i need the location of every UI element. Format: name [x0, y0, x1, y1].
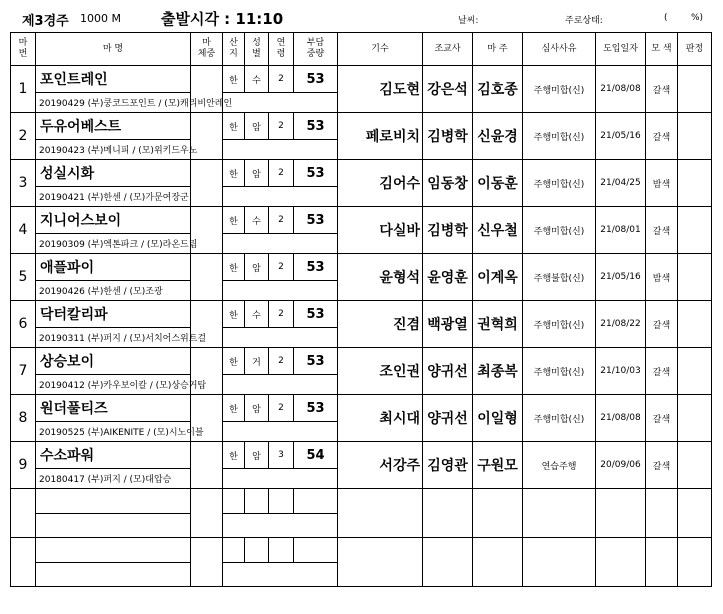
- empty-row: [11, 489, 712, 514]
- burden-weight: 53: [294, 254, 338, 281]
- weather-label: 날씨:: [458, 16, 479, 26]
- entry-row: [11, 113, 712, 140]
- col-burden: 부담 중량: [294, 33, 338, 66]
- horse-weight-cell: [191, 442, 223, 489]
- col-age: 연 령: [269, 33, 294, 66]
- origin: 한: [223, 113, 245, 140]
- pedigree-spacer: [223, 328, 338, 348]
- jockey: 서강주: [338, 442, 423, 489]
- horse-name: 원더풀티즈: [36, 395, 191, 422]
- empty-cell: [523, 538, 596, 587]
- jockey: 페로비치: [338, 113, 423, 160]
- age: 2: [269, 348, 294, 375]
- review-reason: 주행불합(신): [523, 254, 596, 301]
- verdict-cell: [678, 207, 712, 254]
- empty-cell: [36, 538, 191, 563]
- intro-date: 21/04/25: [596, 160, 646, 207]
- jockey: 조인권: [338, 348, 423, 395]
- pedigree-line: 20180417 (부)퍼지 / (모)대압승: [36, 469, 191, 489]
- column-header-row: [11, 33, 712, 66]
- horse-weight-cell: [191, 254, 223, 301]
- horse-number: 1: [11, 66, 36, 113]
- pedigree-spacer: [223, 469, 338, 489]
- col-verdict: 판정: [678, 33, 712, 66]
- empty-cell: [646, 538, 678, 587]
- coat-color: 갈색: [646, 301, 678, 348]
- review-reason: 주행미합(신): [523, 301, 596, 348]
- pedigree-line: 20190525 (부)AIKENITE / (모)시노이블: [36, 422, 191, 442]
- sex: 암: [245, 113, 269, 140]
- empty-cell: [473, 489, 523, 538]
- age: 2: [269, 207, 294, 234]
- moisture-percent: %): [691, 13, 704, 23]
- intro-date: 20/09/06: [596, 442, 646, 489]
- sex: 암: [245, 395, 269, 422]
- empty-cell: [269, 538, 294, 563]
- jockey: 진겸: [338, 301, 423, 348]
- horse-number: 7: [11, 348, 36, 395]
- entry-row: [11, 254, 712, 281]
- pedigree-spacer: [223, 234, 338, 254]
- horse-name: 포인트레인: [36, 66, 191, 93]
- origin: 한: [223, 442, 245, 469]
- horse-number: 9: [11, 442, 36, 489]
- origin: 한: [223, 160, 245, 187]
- age: 2: [269, 160, 294, 187]
- col-jockey: 기수: [338, 33, 423, 66]
- coat-color: 갈색: [646, 348, 678, 395]
- trainer: 윤영훈: [423, 254, 473, 301]
- trainer: 양귀선: [423, 395, 473, 442]
- intro-date: 21/08/22: [596, 301, 646, 348]
- burden-weight: 53: [294, 348, 338, 375]
- empty-cell: [36, 514, 191, 538]
- horse-number: 4: [11, 207, 36, 254]
- race-distance: 1000 M: [80, 12, 121, 25]
- race-header: [0, 0, 723, 32]
- empty-cell: [36, 489, 191, 514]
- pedigree-spacer: [223, 187, 338, 207]
- burden-weight: 53: [294, 395, 338, 422]
- entry-row: [11, 395, 712, 422]
- origin: 한: [223, 207, 245, 234]
- intro-date: 21/08/01: [596, 207, 646, 254]
- trainer: 임동창: [423, 160, 473, 207]
- review-reason: 주행미합(신): [523, 160, 596, 207]
- review-reason: 주행미합(신): [523, 66, 596, 113]
- jockey: 김어수: [338, 160, 423, 207]
- empty-cell: [245, 538, 269, 563]
- entry-row: [11, 207, 712, 234]
- sex: 수: [245, 301, 269, 328]
- burden-weight: 53: [294, 301, 338, 328]
- pedigree-line: 20190311 (부)퍼지 / (모)서치어스위트걸: [36, 328, 191, 348]
- sex: 암: [245, 442, 269, 469]
- empty-cell: [223, 514, 338, 538]
- entry-row: [11, 160, 712, 187]
- pedigree-spacer: [223, 422, 338, 442]
- age: 2: [269, 395, 294, 422]
- review-reason: 주행미합(신): [523, 113, 596, 160]
- col-date: 도입일자: [596, 33, 646, 66]
- entry-row: [11, 348, 712, 375]
- verdict-cell: [678, 66, 712, 113]
- coat-color: 갈색: [646, 442, 678, 489]
- verdict-cell: [678, 395, 712, 442]
- empty-cell: [596, 489, 646, 538]
- entry-table: [10, 32, 712, 587]
- sex: 수: [245, 66, 269, 93]
- horse-name: 지니어스보이: [36, 207, 191, 234]
- empty-cell: [646, 489, 678, 538]
- trainer: 백광열: [423, 301, 473, 348]
- horse-name: 수소파워: [36, 442, 191, 469]
- pedigree-spacer: [223, 281, 338, 301]
- coat-color: 밤색: [646, 254, 678, 301]
- intro-date: 21/05/16: [596, 254, 646, 301]
- intro-date: 21/10/03: [596, 348, 646, 395]
- horse-name: 상승보이: [36, 348, 191, 375]
- empty-cell: [245, 489, 269, 514]
- empty-cell: [678, 489, 712, 538]
- col-reason: 심사사유: [523, 33, 596, 66]
- pedigree-line: 20190309 (부)엑톤파크 / (모)라온드림: [36, 234, 191, 254]
- coat-color: 밤색: [646, 160, 678, 207]
- empty-cell: [423, 489, 473, 538]
- empty-cell: [11, 538, 36, 587]
- verdict-cell: [678, 113, 712, 160]
- origin: 한: [223, 395, 245, 422]
- horse-name: 애플파이: [36, 254, 191, 281]
- owner: 최종복: [473, 348, 523, 395]
- pedigree-spacer: [223, 93, 338, 113]
- owner: 신윤경: [473, 113, 523, 160]
- horse-number: 2: [11, 113, 36, 160]
- coat-color: 갈색: [646, 66, 678, 113]
- start-time: 출발시각 : 11:10: [161, 10, 284, 28]
- owner: 이일형: [473, 395, 523, 442]
- pedigree-line: 20190421 (부)한센 / (모)가문여장군: [36, 187, 191, 207]
- col-trainer: 조교사: [423, 33, 473, 66]
- empty-cell: [223, 563, 338, 587]
- burden-weight: 53: [294, 113, 338, 140]
- coat-color: 갈색: [646, 207, 678, 254]
- empty-cell: [338, 538, 423, 587]
- horse-weight-cell: [191, 160, 223, 207]
- origin: 한: [223, 348, 245, 375]
- empty-cell: [678, 538, 712, 587]
- jockey: 김도현: [338, 66, 423, 113]
- jockey: 윤형석: [338, 254, 423, 301]
- empty-cell: [269, 489, 294, 514]
- owner: 이계옥: [473, 254, 523, 301]
- col-origin: 산 지: [223, 33, 245, 66]
- review-reason: 주행미합(신): [523, 395, 596, 442]
- empty-cell: [223, 489, 245, 514]
- verdict-cell: [678, 442, 712, 489]
- owner: 이동훈: [473, 160, 523, 207]
- race-number: 제3경주: [22, 14, 69, 29]
- review-reason: 연습주행: [523, 442, 596, 489]
- col-sex: 성 별: [245, 33, 269, 66]
- empty-cell: [294, 538, 338, 563]
- coat-color: 갈색: [646, 395, 678, 442]
- burden-weight: 53: [294, 66, 338, 93]
- trainer: 김병학: [423, 207, 473, 254]
- empty-cell: [36, 563, 191, 587]
- track-condition-label: 주로상태:: [565, 16, 603, 26]
- entry-row: [11, 66, 712, 93]
- verdict-cell: [678, 160, 712, 207]
- empty-cell: [423, 538, 473, 587]
- owner: 김호종: [473, 66, 523, 113]
- owner: 권혁희: [473, 301, 523, 348]
- pedigree-line: 20190426 (부)한센 / (모)조광: [36, 281, 191, 301]
- burden-weight: 53: [294, 160, 338, 187]
- moisture-paren: (: [664, 13, 668, 23]
- empty-cell: [223, 538, 245, 563]
- col-name: 마 명: [36, 33, 191, 66]
- horse-number: 6: [11, 301, 36, 348]
- empty-cell: [11, 489, 36, 538]
- sex: 수: [245, 207, 269, 234]
- coat-color: 갈색: [646, 113, 678, 160]
- sex: 거: [245, 348, 269, 375]
- horse-number: 8: [11, 395, 36, 442]
- pedigree-spacer: [223, 375, 338, 395]
- intro-date: 21/05/16: [596, 113, 646, 160]
- pedigree-spacer: [223, 140, 338, 160]
- verdict-cell: [678, 348, 712, 395]
- horse-number: 5: [11, 254, 36, 301]
- verdict-cell: [678, 301, 712, 348]
- intro-date: 21/08/08: [596, 395, 646, 442]
- intro-date: 21/08/08: [596, 66, 646, 113]
- age: 2: [269, 113, 294, 140]
- pedigree-line: 20190429 (부)쿵코드포인트 / (모)캐리비안레인: [36, 93, 191, 113]
- age: 2: [269, 66, 294, 93]
- review-reason: 주행미합(신): [523, 348, 596, 395]
- empty-cell: [596, 538, 646, 587]
- horse-name: 성실시화: [36, 160, 191, 187]
- empty-row: [11, 538, 712, 563]
- owner: 구원모: [473, 442, 523, 489]
- horse-name: 두유어베스트: [36, 113, 191, 140]
- empty-cell: [191, 489, 223, 538]
- horse-name: 닥터칼리파: [36, 301, 191, 328]
- col-weight: 마 체중: [191, 33, 223, 66]
- trainer: 김병학: [423, 113, 473, 160]
- pedigree-line: 20190412 (부)카우보이칼 / (모)상승거탑: [36, 375, 191, 395]
- jockey: 최시대: [338, 395, 423, 442]
- empty-cell: [338, 489, 423, 538]
- owner: 신우철: [473, 207, 523, 254]
- burden-weight: 54: [294, 442, 338, 469]
- pedigree-line: 20190423 (부)메니피 / (모)위키드우노: [36, 140, 191, 160]
- empty-cell: [473, 538, 523, 587]
- col-owner: 마 주: [473, 33, 523, 66]
- age: 3: [269, 442, 294, 469]
- jockey: 다실바: [338, 207, 423, 254]
- horse-number: 3: [11, 160, 36, 207]
- empty-cell: [294, 489, 338, 514]
- entry-row: [11, 442, 712, 469]
- col-num: 마 번: [11, 33, 36, 66]
- col-color: 모 색: [646, 33, 678, 66]
- burden-weight: 53: [294, 207, 338, 234]
- trainer: 강은석: [423, 66, 473, 113]
- origin: 한: [223, 66, 245, 93]
- empty-cell: [523, 489, 596, 538]
- age: 2: [269, 301, 294, 328]
- empty-cell: [191, 538, 223, 587]
- origin: 한: [223, 254, 245, 281]
- origin: 한: [223, 301, 245, 328]
- entry-row: [11, 301, 712, 328]
- review-reason: 주행미합(신): [523, 207, 596, 254]
- sex: 암: [245, 160, 269, 187]
- trainer: 양귀선: [423, 348, 473, 395]
- trainer: 김영관: [423, 442, 473, 489]
- sex: 암: [245, 254, 269, 281]
- verdict-cell: [678, 254, 712, 301]
- age: 2: [269, 254, 294, 281]
